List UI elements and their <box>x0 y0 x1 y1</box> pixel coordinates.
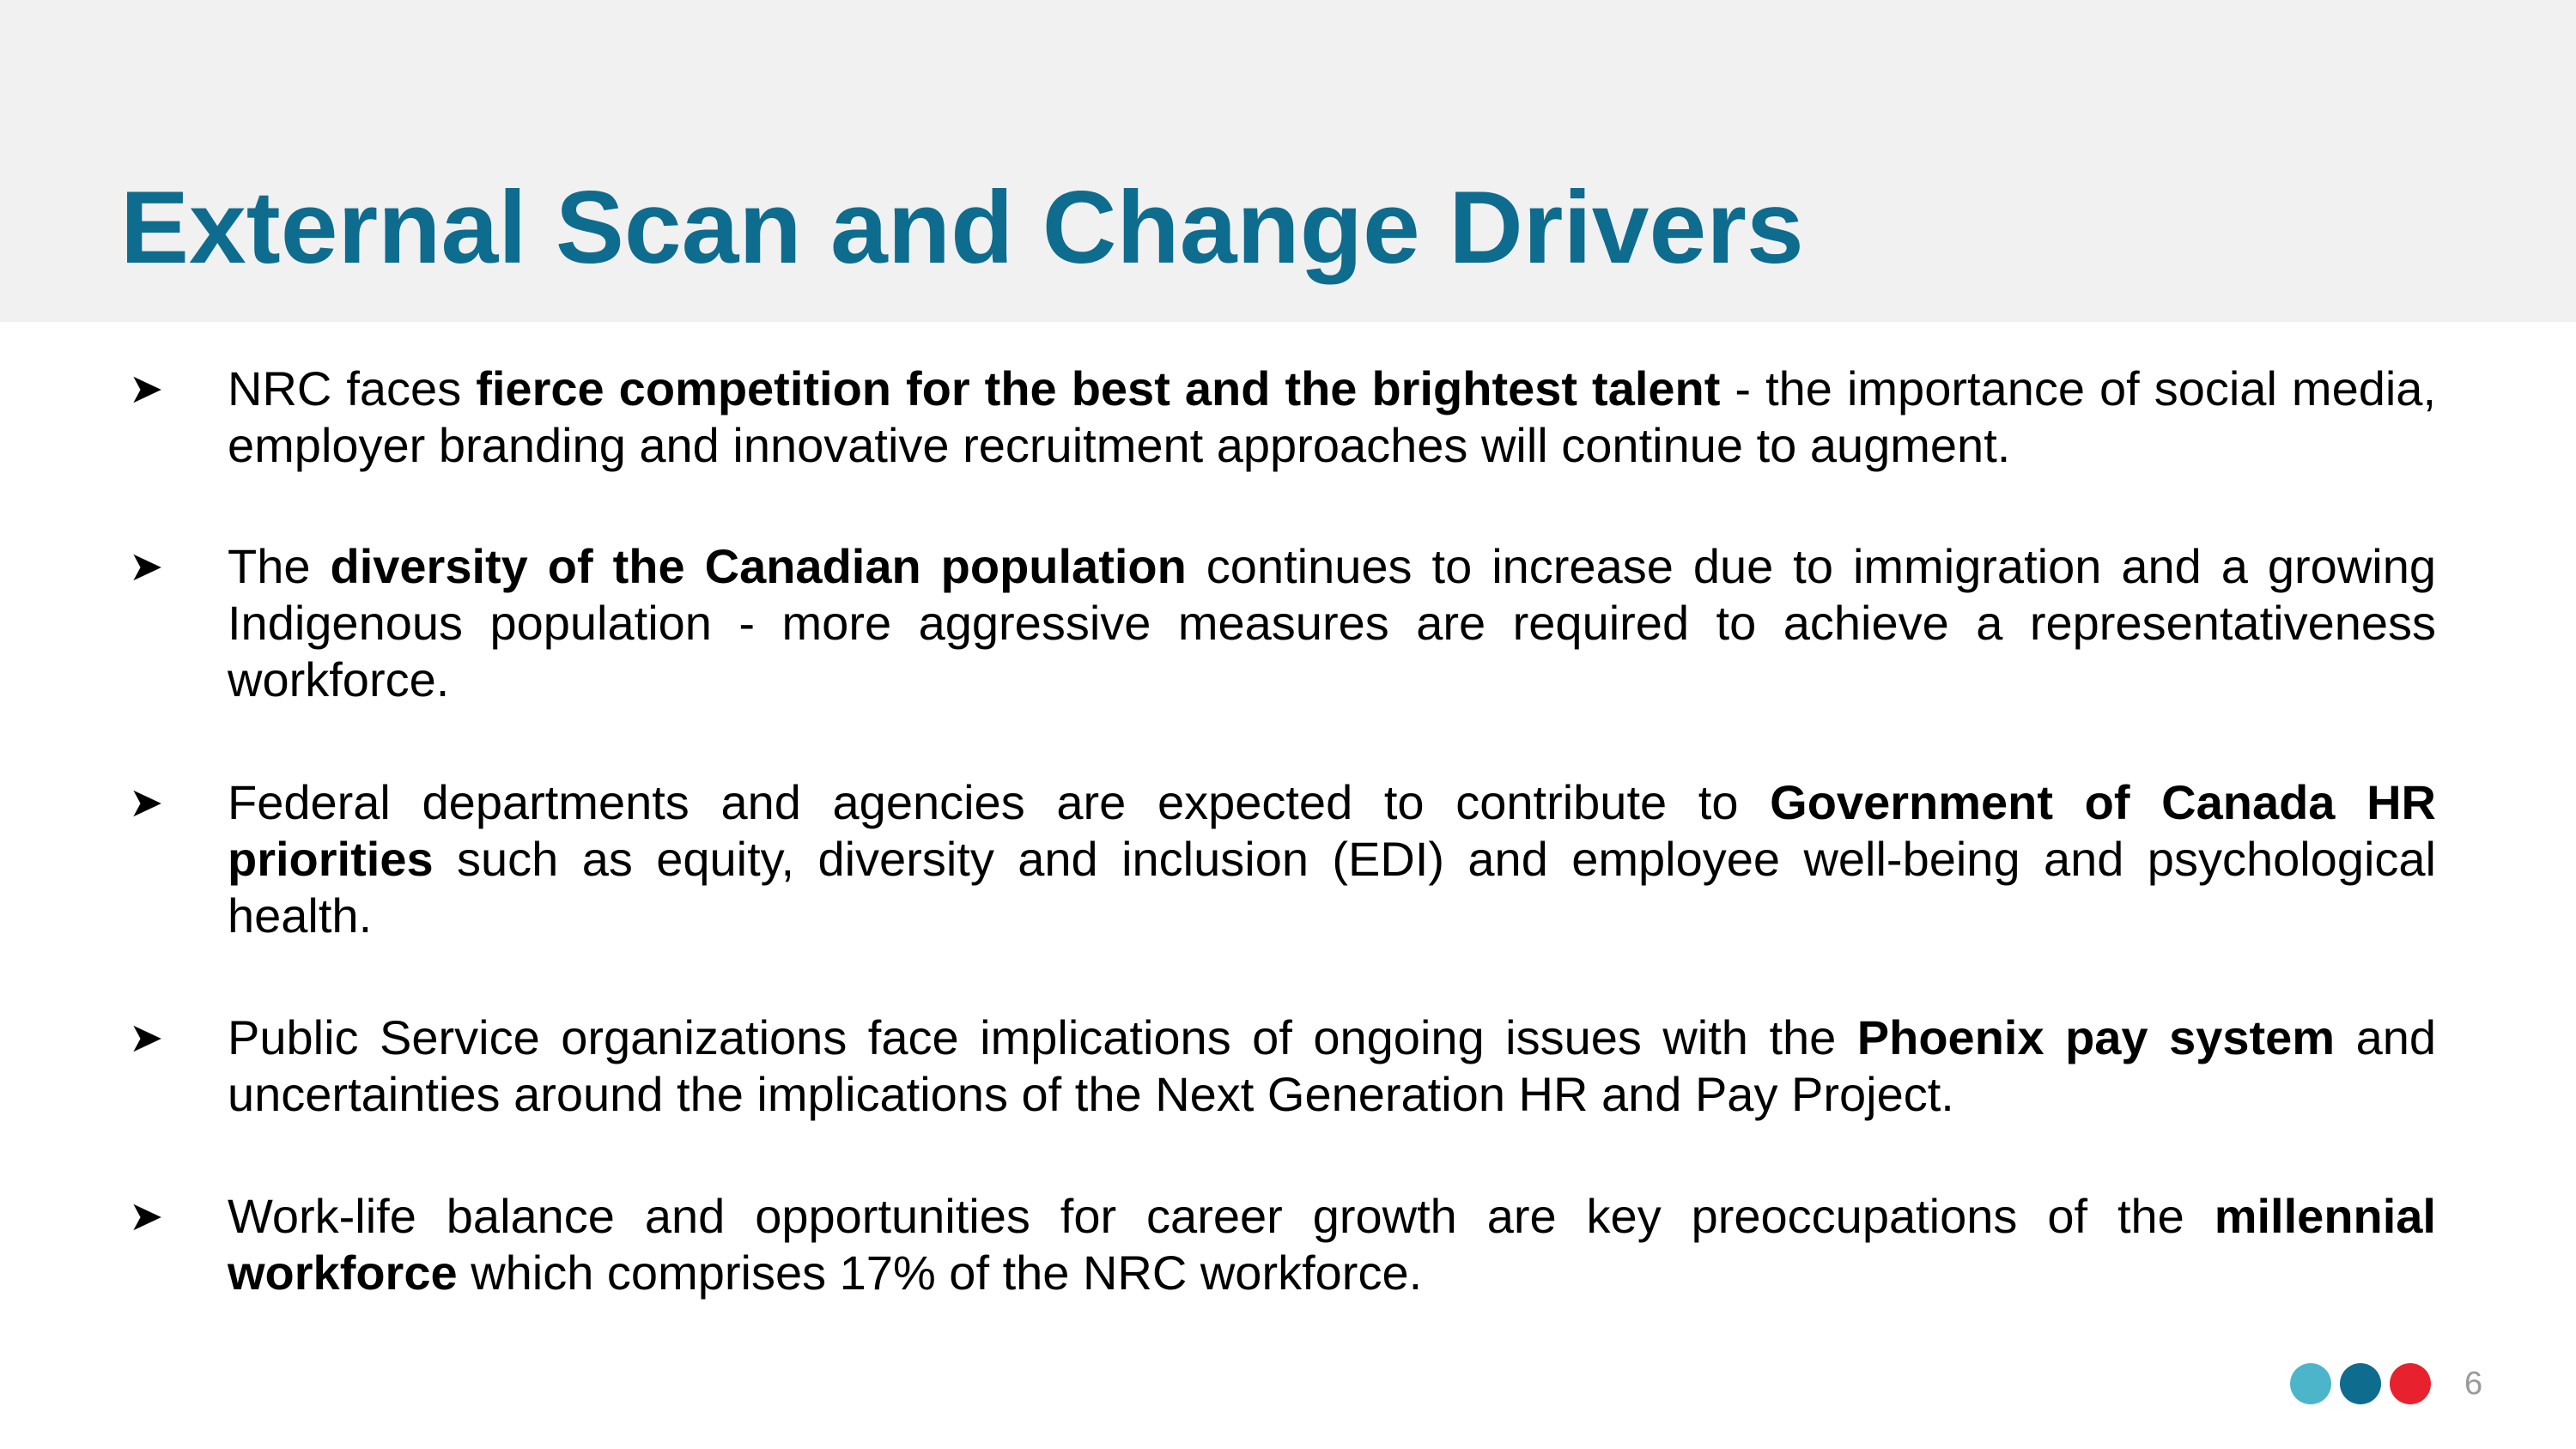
brand-dots <box>2290 1363 2436 1404</box>
page-number: 6 <box>2464 1366 2483 1402</box>
arrowhead-bullet-icon: ➤ <box>129 1192 164 1240</box>
bullet-text-bold: Phoenix pay system <box>1856 1010 2336 1064</box>
bullet-text-bold: diversity of the Canadian population <box>330 539 1187 593</box>
bullet-text-segment: Federal departments and agencies are expected to contribute to <box>228 775 1771 829</box>
bullet-text <box>228 538 2436 708</box>
red-dot-icon <box>2390 1363 2431 1404</box>
bullet-text <box>228 1188 2436 1301</box>
bullet-text-bold: fierce competition for the best and the brightest talent <box>476 361 1721 415</box>
blue-dot-icon <box>2340 1363 2381 1404</box>
teal-dot-icon <box>2290 1363 2331 1404</box>
bullet-text-segment: - the importance of social media, employer branding and innovative recruitment approaches will continue to augment. <box>228 361 2436 472</box>
arrowhead-bullet-icon: ➤ <box>129 543 164 591</box>
bullet-text-segment: Work-life balance and opportunities for career growth are key preoccupations of the <box>228 1189 2215 1243</box>
bullet-text <box>228 1009 2436 1123</box>
bullet-text-bold: Government of Canada HR priorities <box>228 775 2436 886</box>
bullet-text-segment: The <box>228 539 331 593</box>
bullet-text-segment: NRC faces <box>228 361 477 415</box>
arrowhead-bullet-icon: ➤ <box>129 1014 164 1062</box>
bullet-text-segment: such as equity, diversity and inclusion (EDI) and employee well-being and psychological health. <box>228 832 2436 943</box>
bullet-text-segment: Public Service organizations face implications of ongoing issues with the <box>228 1010 1857 1064</box>
slide-title: External Scan and Change Drivers <box>120 170 1804 285</box>
arrowhead-bullet-icon: ➤ <box>129 779 164 827</box>
bullet-text-segment: which comprises 17% of the NRC workforce. <box>457 1246 1423 1300</box>
bullet-text <box>228 774 2436 944</box>
bullet-text-bold: millennial workforce <box>228 1189 2436 1300</box>
bullet-text <box>228 361 2436 474</box>
bullet-text-segment: continues to increase due to immigration and a growing Indigenous population - more aggressive measures are required to achieve a representativeness workforce. <box>228 539 2436 706</box>
arrowhead-bullet-icon: ➤ <box>129 365 164 413</box>
bullet-text-segment: and uncertainties around the implications of the Next Generation HR and Pay Project. <box>228 1010 2437 1121</box>
